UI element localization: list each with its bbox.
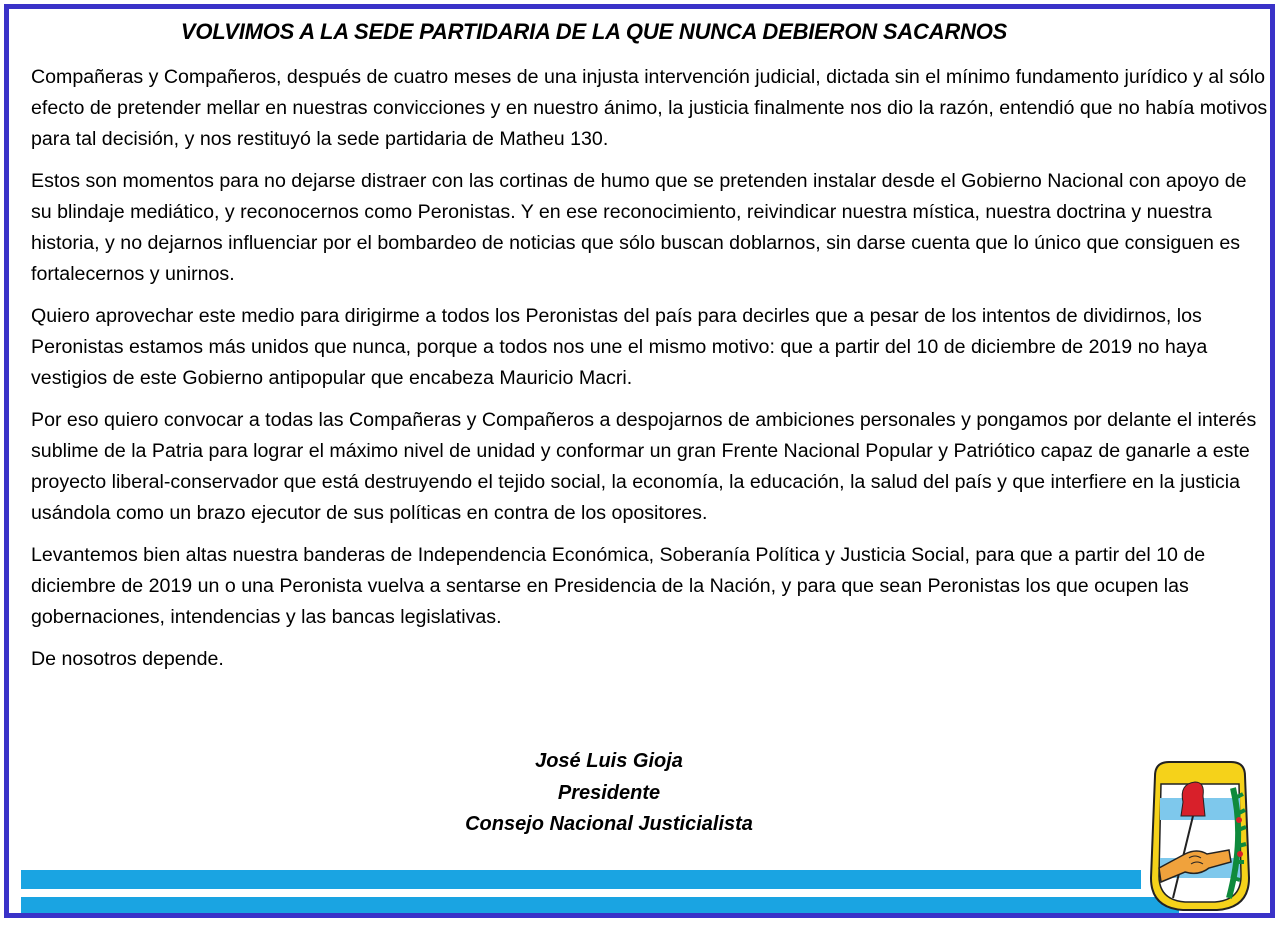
- signature-name: José Luis Gioja: [535, 750, 683, 772]
- paragraph-1: Compañeras y Compañeros, después de cuatro meses de una injusta intervención judicial, dictada sin el mínimo fundamento jurídico y al sólo efecto de pretender mellar en nuestras convicciones y en nuestro ánimo, la justicia finalmente nos dio la razón, entendió que no había motivos para tal decisión, y nos restituyó la sede partidaria de Matheu 130.: [31, 66, 1268, 150]
- signature-block: [389, 746, 829, 841]
- paragraph-3: Quiero aprovechar este medio para dirigirme a todos los Peronistas del país para decirles que a pesar de los intentos de dividirnos, los Peronistas estamos más unidos que nunca, porque a todos nos une el mismo motivo: que a partir del 10 de diciembre de 2019 no haya vestigios de este Gobierno antipopular que encabeza Mauricio Macri.: [31, 305, 1208, 389]
- footer-stripe-top: [21, 870, 1141, 889]
- paragraph-6: De nosotros depende.: [31, 648, 224, 670]
- document-frame: [4, 4, 1275, 918]
- signature-organization: Consejo Nacional Justicialista: [465, 813, 753, 835]
- document-body: [31, 62, 1271, 686]
- signature-role: Presidente: [557, 781, 661, 804]
- document-title: VOLVIMOS A LA SEDE PARTIDARIA DE LA QUE NUNCA DEBIERON SACARNOS: [180, 19, 1008, 44]
- footer-stripe-bottom: [21, 897, 1179, 916]
- paragraph-2: Estos son momentos para no dejarse distraer con las cortinas de humo que se pretenden instalar desde el Gobierno Nacional con apoyo de su blindaje mediático, y reconocernos como Peronistas. Y en ese reconocimiento, reivindicar nuestra mística, nuestra doctrina y nuestra historia, y no dejarnos influenciar por el bombardeo de noticias que sólo buscan doblarnos, sin darse cuenta que lo único que consiguen es fortalecernos y unirnos.: [31, 170, 1247, 285]
- paragraph-5: Levantemos bien altas nuestra banderas de Independencia Económica, Soberanía Política y Justicia Social, para que a partir del 10 de diciembre de 2019 un o una Peronista vuelva a sentarse en Presidencia de la Nación, y para que sean Peronistas los que ocupen las gobernaciones, intendencias y las bancas legislativas.: [31, 544, 1206, 628]
- paragraph-4: Por eso quiero convocar a todas las Compañeras y Compañeros a despojarnos de ambiciones personales y pongamos por delante el interés sublime de la Patria para lograr el máximo nivel de unidad y conformar un gran Frente Nacional Popular y Patriótico capaz de ganarle a este proyecto liberal-conservador que está destruyendo el tejido social, la economía, la educación, la salud del país y que interfiere en la justicia usándola como un brazo ejecutor de sus políticas en contra de los opositores.: [31, 409, 1257, 524]
- justicialist-party-emblem-icon: [1145, 758, 1255, 913]
